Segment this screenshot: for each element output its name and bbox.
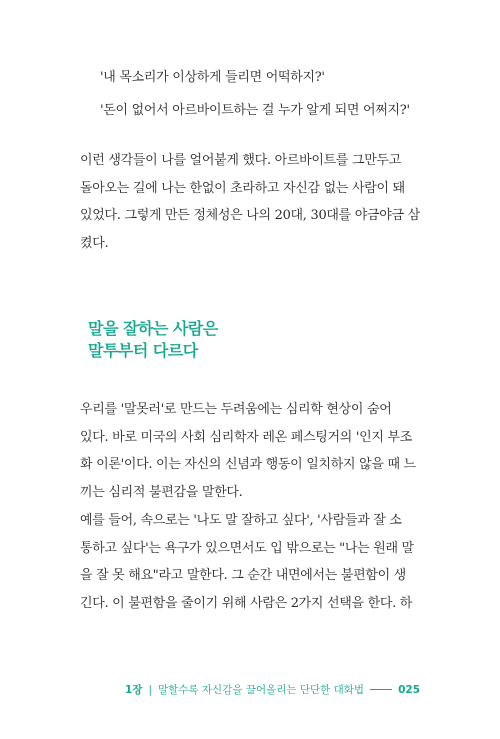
section-heading-line: 말투부터 다르다 [88, 341, 198, 360]
paragraph-line: 우리를 '말못러'로 만드는 두려움에는 심리학 현상이 숨어 [80, 402, 392, 417]
footer-chapter: 1장 [125, 684, 143, 696]
paragraph-line: 통하고 싶다'는 욕구가 있으면서도 입 밖으로는 "나는 원래 말 [80, 540, 414, 556]
paragraph-3 [80, 507, 421, 617]
section-heading [88, 318, 218, 362]
footer-chapter-title: 말할수록 자신감을 끌어올리는 단단한 대화법 [158, 684, 365, 696]
paragraph-line: 이런 생각들이 나를 얼어붙게 했다. 아르바이트를 그만두고 [80, 153, 402, 168]
paragraph-line: 을 잘 못 해요"라고 말한다. 그 순간 내면에서는 불편함이 생 [80, 568, 406, 583]
paragraph-2 [80, 396, 421, 506]
paragraph-line: 있다. 바로 미국의 사회 심리학자 레온 페스팅거의 '인지 부조 [80, 429, 412, 445]
page-number: 025 [398, 683, 420, 696]
paragraph-line: 예를 들어, 속으로는 '나도 말 잘하고 싶다', '사람들과 잘 소 [80, 513, 402, 528]
paragraph-line: 있었다. 그렇게 만든 정체성은 나의 20대, 30대를 야금야금 삼 [80, 208, 420, 223]
running-footer [125, 682, 420, 697]
paragraph-line: 돌아오는 길에 나는 한없이 초라하고 자신감 없는 사람이 돼 [80, 180, 405, 196]
quote-line: '돈이 없어서 아르바이트하는 걸 누가 알게 되면 어쩌지?' [100, 103, 410, 118]
quote-line: '내 목소리가 이상하게 들리면 어떡하지?' [100, 70, 325, 85]
paragraph-1 [80, 147, 421, 257]
footer-rule [370, 689, 392, 690]
paragraph-line: 끼는 심리적 불편감을 말한다. [80, 484, 243, 500]
paragraph-line: 화 이론'이다. 이는 자신의 신념과 행동이 일치하지 않을 때 느 [80, 457, 416, 472]
footer-separator: | [148, 683, 152, 696]
section-heading-line: 말을 잘하는 사람은 [88, 319, 218, 338]
paragraph-line: 켰다. [80, 235, 109, 251]
paragraph-line: 긴다. 이 불편함을 줄이기 위해 사람은 2가지 선택을 한다. 하 [80, 595, 413, 611]
